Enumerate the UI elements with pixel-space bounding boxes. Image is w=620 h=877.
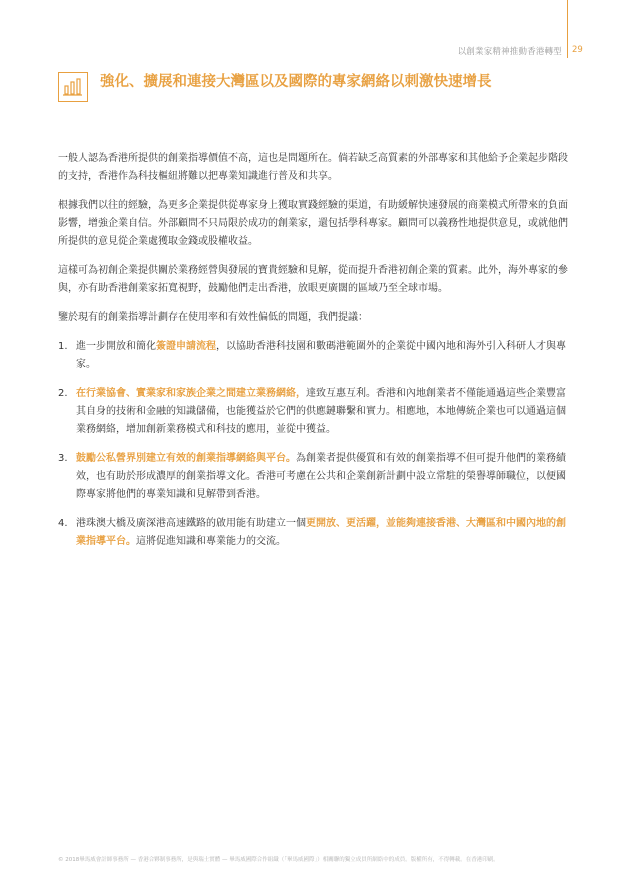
section-title: 強化、擴展和連接大灣區以及國際的專家網絡以刺激快速增長 <box>100 74 492 90</box>
highlight-text: 鼓勵公私營界別建立有效的創業指導網絡與平台。 <box>76 453 296 464</box>
highlight-text: 簽證申請流程 <box>156 341 216 352</box>
page-number: 29 <box>572 45 583 55</box>
list-number: 3. <box>58 453 68 464</box>
highlight-text: 更開放、更活躍，並能夠連接香港、大灣區和中國內地的創業指導平台。 <box>76 518 566 547</box>
recommendation-list <box>58 338 573 551</box>
list-text-rest: 達致互惠互利。香港和內地創業者不僅能通過這些企業豐富其自身的技術和金融的知識儲備，也能獲益於它們的供應鏈聯繫和實力。相應地，本地傳統企業也可以通過這個業務網絡，增加創新業務模式和科技的應用，並從中獲益。 <box>76 388 566 435</box>
highlight-text: 在行業協會、實業家和家族企業之間建立業務網絡， <box>76 388 306 399</box>
list-text-lead: 進一步開放和簡化 <box>76 341 156 352</box>
list-number: 1. <box>58 341 68 352</box>
paragraph: 一般人認為香港所提供的創業指導價值不高，這也是問題所在。倘若缺乏高質素的外部專家和其他給予企業起步階段的支持，香港作為科技樞紐將難以把專業知識進行普及和共享。 <box>58 153 568 182</box>
paragraph: 根據我們以往的經驗，為更多企業提供從專家身上獲取實踐經驗的渠道，有助緩解快速發展的商業模式所帶來的負面影響，增強企業自信。外部顧問不只局限於成功的創業家，還包括學科專家。顧問可以義務性地提供意見，或就他們所提供的意見從企業處獲取金錢或股權收益。 <box>58 200 568 247</box>
list-text <box>76 338 573 374</box>
list-text-rest: 這將促進知識和專業能力的交流。 <box>136 536 286 547</box>
paragraph: 鑒於現有的創業指導計劃存在使用率和有效性偏低的問題，我們提議： <box>58 312 368 323</box>
list-text-lead: 港珠澳大橋及廣深港高速鐵路的啟用能有助建立一個 <box>76 518 306 529</box>
list-item <box>58 515 573 551</box>
list-item <box>58 338 573 374</box>
list-text-rest: 為創業者提供優質和有效的創業指導不但可提升他們的業務績效，也有助於形成濃厚的創業指導文化。香港可考慮在公共和企業創新計劃中設立常駐的榮譽導師職位，以便國際專家將他們的專業知識和見解帶到香港。 <box>76 453 566 500</box>
list-number: 2. <box>58 388 68 399</box>
list-item <box>58 450 573 504</box>
footer-copyright: © 2018畢馬威會計師事務所 — 香港合夥制事務所，是與瑞士實體 — 畢馬威國際合作組織（「畢馬威國際」）相關聯的獨立成員所網絡中的成員。版權所有，不得轉載。在香港印刷。 <box>58 857 499 863</box>
bar-chart-icon <box>58 72 88 102</box>
list-text-rest: ，以協助香港科技園和數碼港範圍外的企業從中國內地和海外引入科研人才與專家。 <box>76 341 566 370</box>
list-text <box>76 385 573 439</box>
list-text <box>76 450 573 504</box>
running-header: 以創業家精神推動香港轉型 <box>457 47 562 57</box>
paragraph: 這樣可為初創企業提供關於業務經營與發展的寶貴經驗和見解，從而提升香港初創企業的質素。此外，海外專家的參與，亦有助香港創業家拓寬視野，鼓勵他們走出香港，放眼更廣闊的區域乃至全球市場。 <box>58 265 568 294</box>
header-divider <box>567 0 568 58</box>
list-text <box>76 515 573 551</box>
list-number: 4. <box>58 518 68 529</box>
list-item <box>58 385 573 439</box>
body-content <box>58 150 573 562</box>
